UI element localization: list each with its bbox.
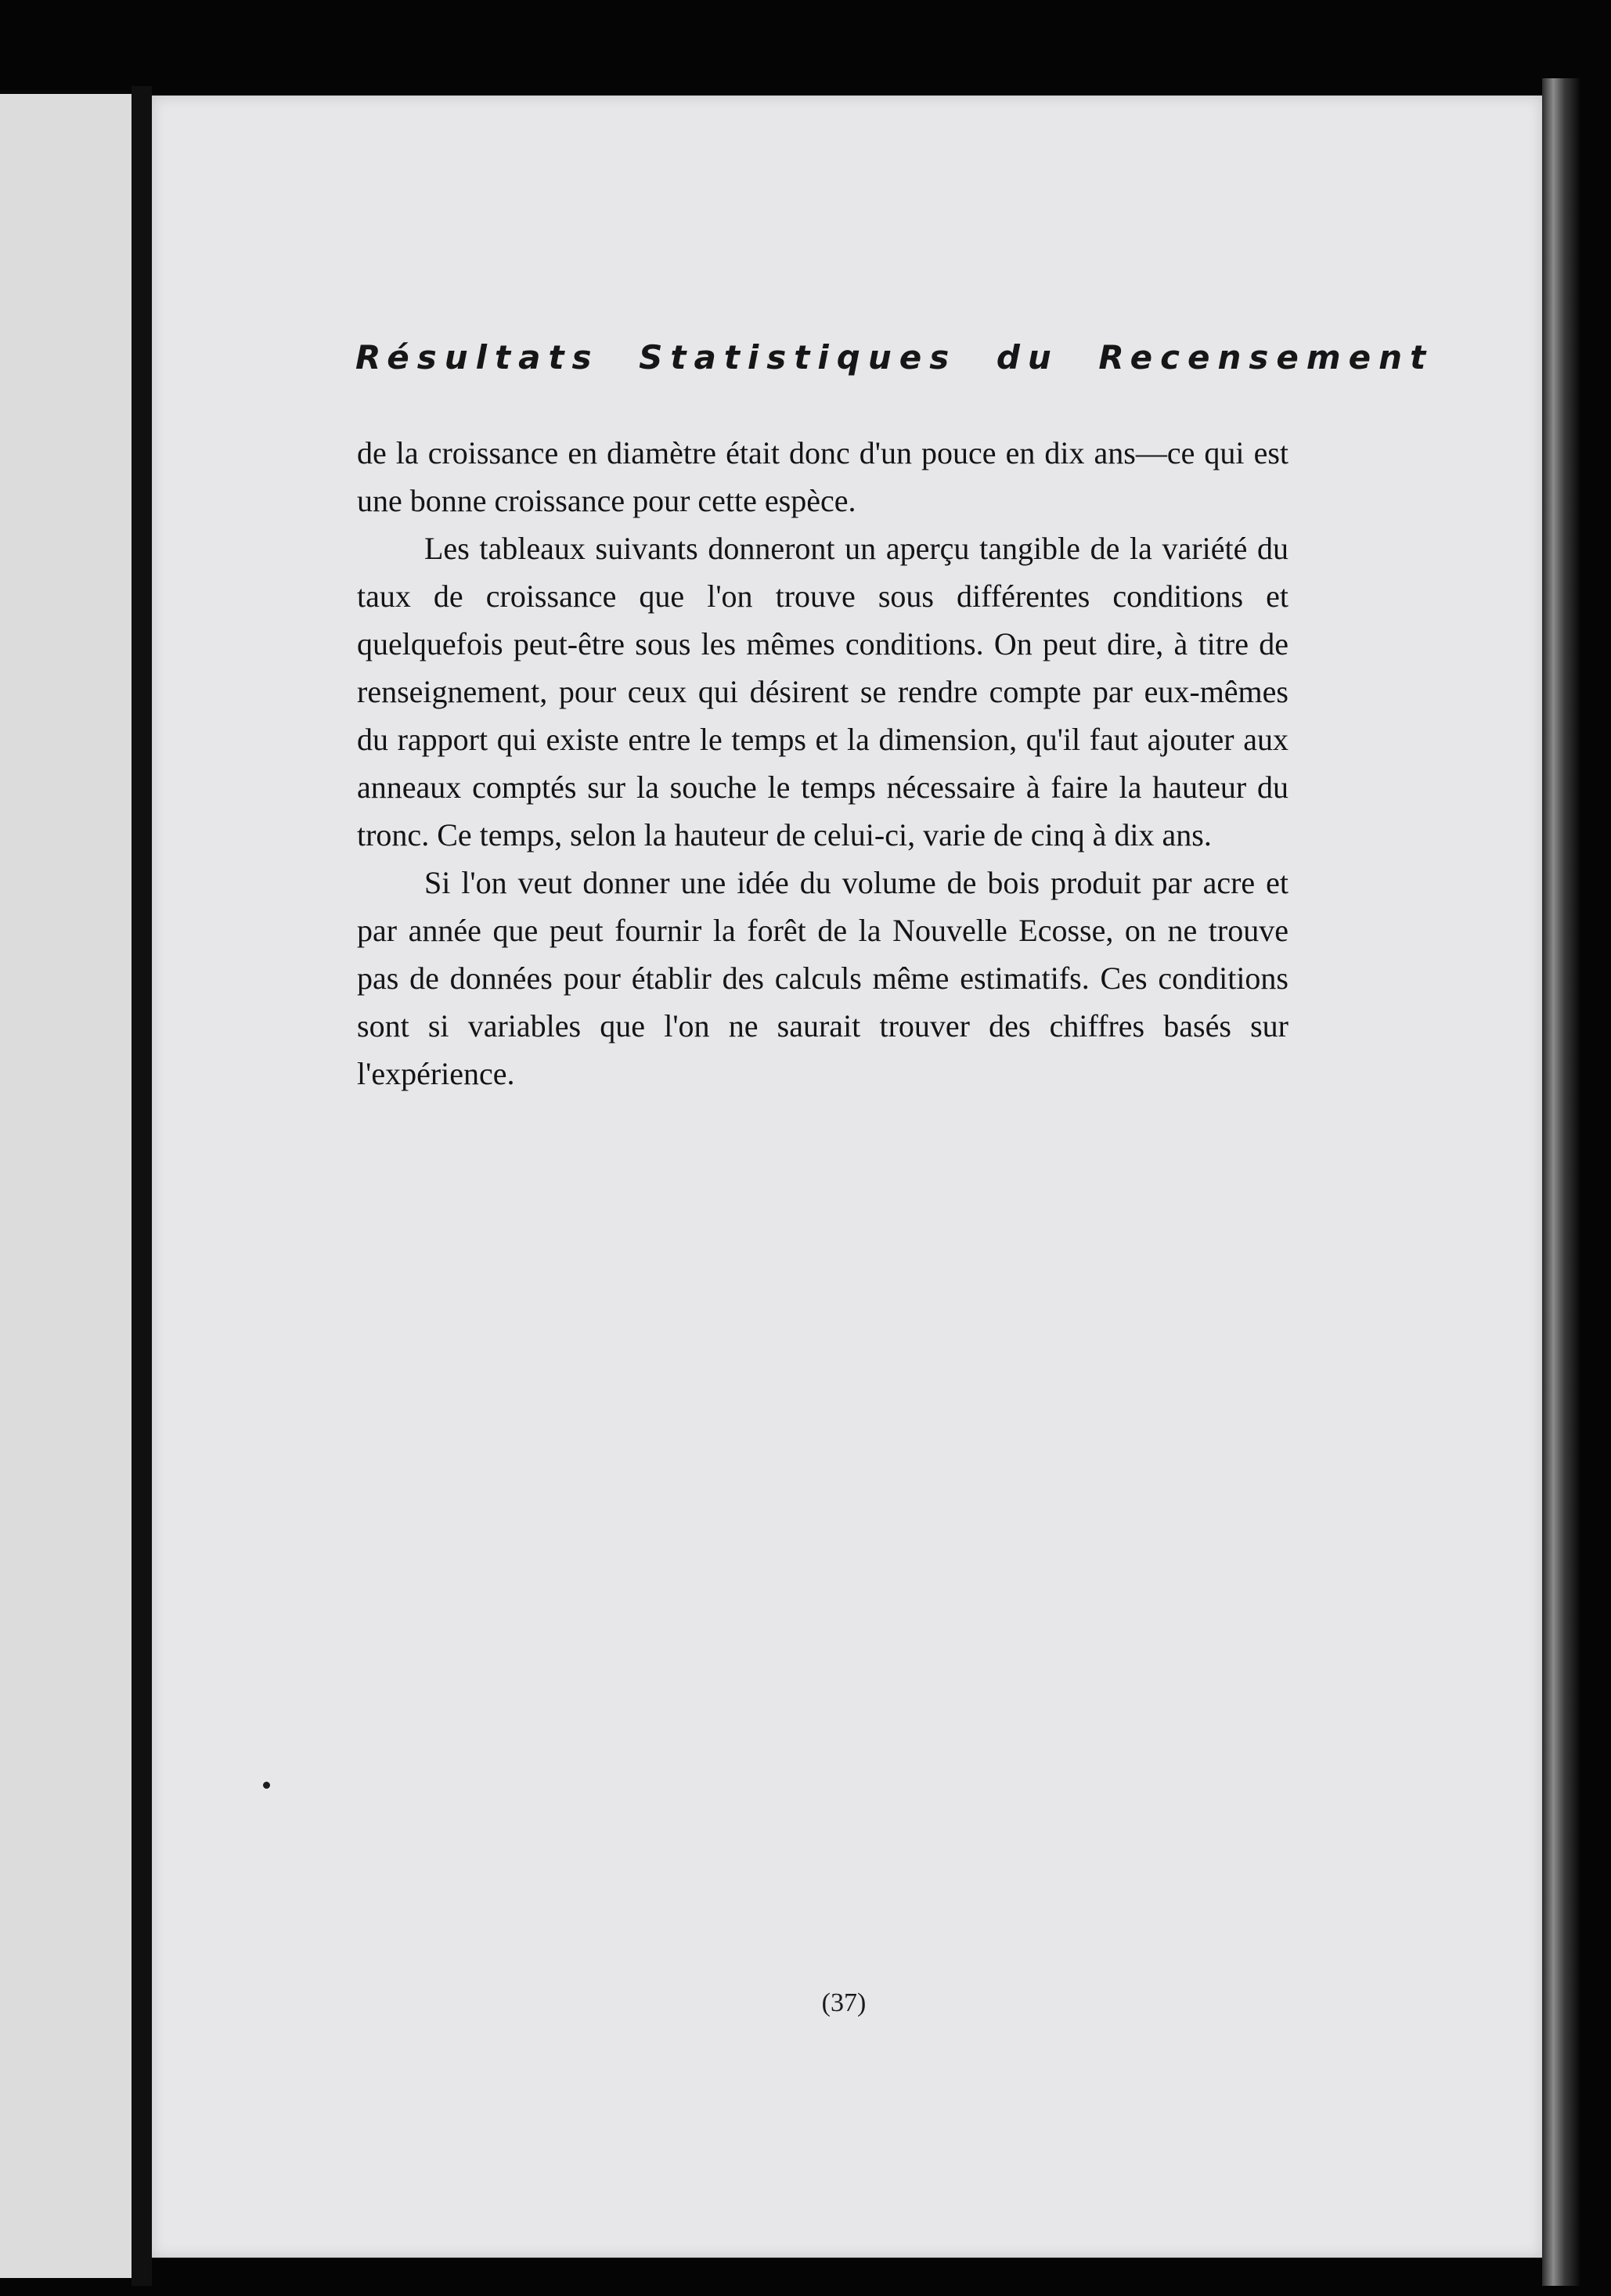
page-right-edge	[1542, 78, 1580, 2286]
book-gutter	[132, 86, 152, 2286]
paragraph-growth-tables: Les tableaux suivants donneront un aperçu tangible de la variété du taux de croissance que l'on trouve sous différentes conditions et quelquefois peut-être sous les mêmes conditions. On peut dire, à titre de renseignement, pour ceux qui désirent se rendre compte par eux-mêmes du rapport qui existe entre le temps et la dimension, qu'il faut ajouter aux anneaux comptés sur la souche le temps nécessaire à faire la hauteur du tronc. Ce temps, selon la hauteur de celui-ci, varie de cinq à dix ans.	[357, 531, 1288, 852]
scan-speck	[263, 1782, 270, 1789]
body-text	[357, 429, 1288, 1098]
page-number: (37)	[821, 1988, 867, 2017]
book-page	[152, 96, 1542, 2258]
paragraph-wood-volume: Si l'on veut donner une idée du volume de bois produit par acre et par année que peut fournir la forêt de la Nouvelle Ecosse, on ne trouve pas de données pour établir des calculs même estimatifs. Ces conditions sont si variables que l'on ne saurait trouver des chiffres basés sur l'expérience.	[357, 865, 1288, 1091]
paragraph-continuation: de la croissance en diamètre était donc d'un pouce en dix ans—ce qui est une bonne croissance pour cette espèce.	[357, 435, 1288, 518]
left-page-edge	[0, 94, 132, 2278]
running-head: Résultats Statistiques du Recensement	[355, 338, 1434, 377]
